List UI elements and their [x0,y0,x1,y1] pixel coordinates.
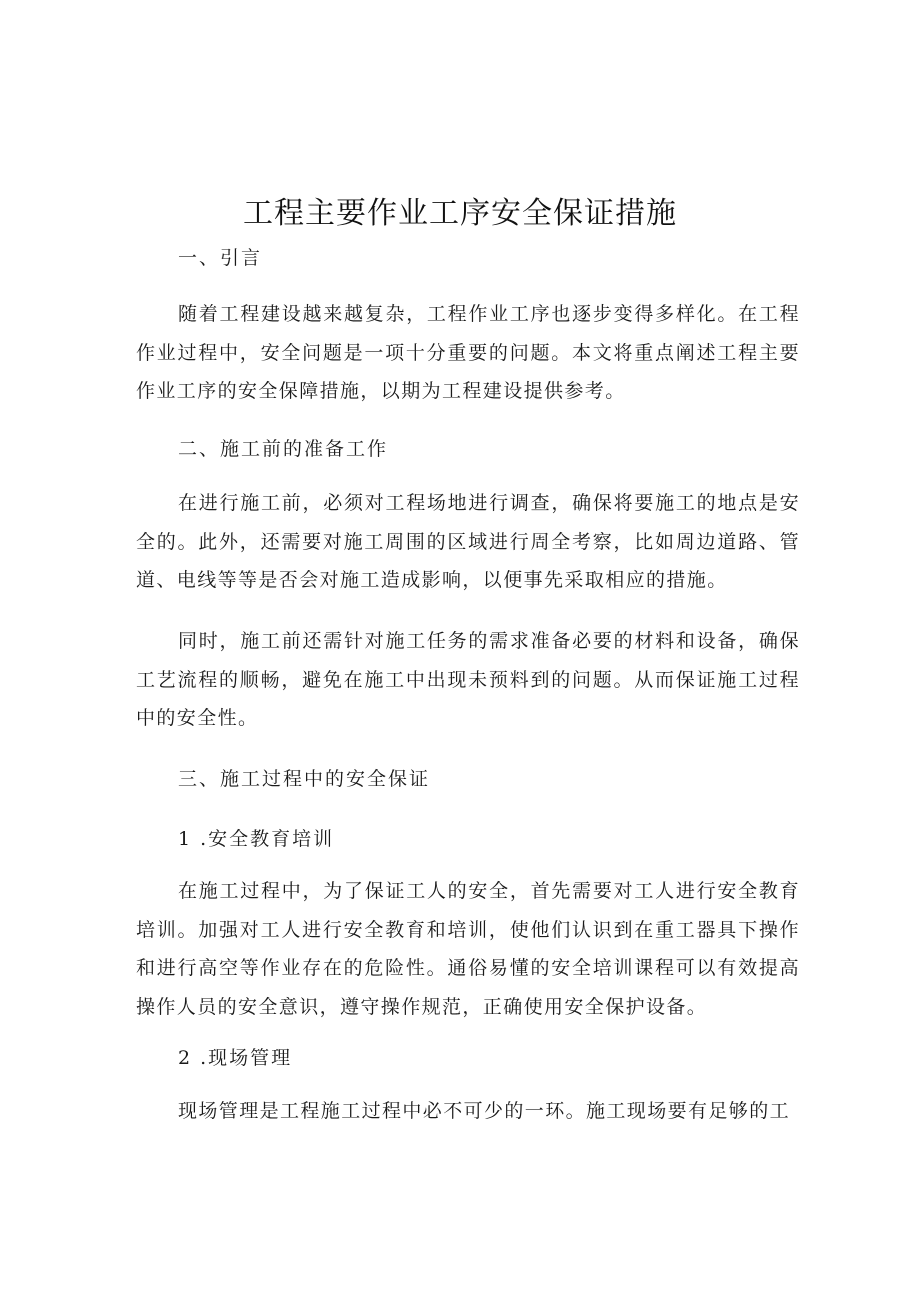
paragraph-introduction: 随着工程建设越来越复杂，工程作业工序也逐步变得多样化。在工程作业过程中，安全问题是一项十分重要的问题。本文将重点阐述工程主要作业工序的安全保障措施，以期为工程建设提供参考。 [136,303,800,403]
paragraph-site-management: 现场管理是工程施工过程中必不可少的一环。施工现场要有足够的工 [178,1100,791,1122]
section-heading-safety-during-construction: 三、施工过程中的安全保证 [178,768,431,790]
section-heading-introduction: 一、引言 [178,247,263,269]
document-title: 工程主要作业工序安全保证措施 [243,196,677,231]
paragraph-safety-training: 在施工过程中，为了保证工人的安全，首先需要对工人进行安全教育培训。加强对工人进行安全教育和培训，使他们认识到在重工器具下操作和进行高空等作业存在的危险性。通俗易懂的安全培训课程可以有效提高操作人员的安全意识，遵守操作规范，正确使用安全保护设备。 [136,880,800,1018]
section-heading-preparation: 二、施工前的准备工作 [178,438,389,460]
paragraph-preparation-1: 在进行施工前，必须对工程场地进行调查，确保将要施工的地点是安全的。此外，还需要对施工周围的区域进行周全考察，比如周边道路、管道、电线等等是否会对施工造成影响，以便事先采取相应的措施。 [136,492,800,592]
paragraph-preparation-2: 同时，施工前还需针对施工任务的需求准备必要的材料和设备，确保工艺流程的顺畅，避免在施工中出现未预料到的问题。从而保证施工过程中的安全性。 [136,630,800,730]
subsection-heading-safety-training: 1 .安全教育培训 [178,828,335,850]
subsection-heading-site-management: 2 .现场管理 [178,1047,293,1069]
